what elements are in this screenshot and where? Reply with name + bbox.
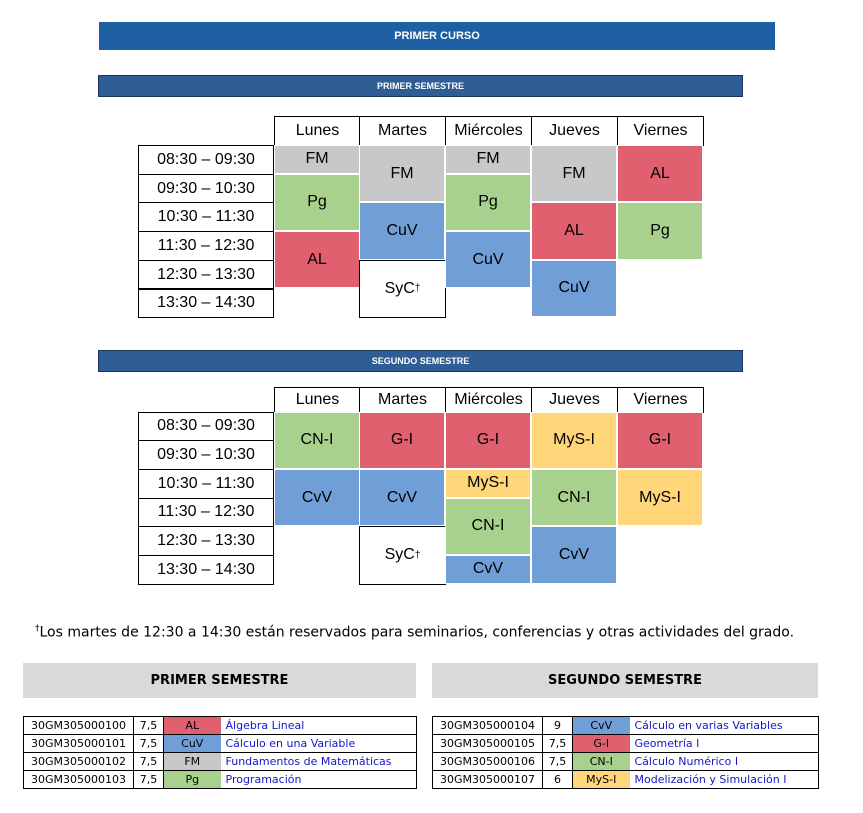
class-block-cvv <box>274 469 360 526</box>
time-slot: 10:30 – 11:30 <box>138 202 274 232</box>
class-block-label: SyC <box>384 546 415 564</box>
time-slot: 08:30 – 09:30 <box>138 412 274 442</box>
time-slot: 10:30 – 11:30 <box>138 469 274 499</box>
legend-credits: 7,5 <box>543 753 573 771</box>
day-header-4: Viernes <box>617 387 704 413</box>
class-block-cuv <box>445 231 531 288</box>
legend-credits: 7,5 <box>134 771 164 789</box>
class-block-label: AL <box>307 250 327 268</box>
legend-first-semester-title: PRIMER SEMESTRE <box>150 673 289 688</box>
time-slot: 08:30 – 09:30 <box>138 145 274 175</box>
class-block-label: SyC <box>384 279 415 297</box>
course-title: PRIMER CURSO <box>394 30 480 42</box>
class-block-cuv <box>531 260 617 317</box>
class-block-pg <box>617 202 703 259</box>
class-block-label: FM <box>305 150 329 168</box>
legend-code: 30GM305000101 <box>24 735 134 753</box>
class-block-label: CN-I <box>300 431 334 449</box>
class-block-mys-i <box>531 412 617 469</box>
legend-abbr: CvV <box>573 717 630 735</box>
class-block-fm <box>274 145 360 174</box>
class-block-label: CvV <box>301 488 333 506</box>
legend-code: 30GM305000107 <box>433 771 543 789</box>
legend-code: 30GM305000103 <box>24 771 134 789</box>
legend-credits: 9 <box>543 717 573 735</box>
legend-credits: 7,5 <box>134 717 164 735</box>
class-block-label: CvV <box>386 488 418 506</box>
legend-abbr: MyS-I <box>573 771 630 789</box>
class-block-mys-i <box>617 469 703 526</box>
time-slot: 09:30 – 10:30 <box>138 174 274 204</box>
class-block-cn-i <box>445 498 531 555</box>
class-block-label: CN-I <box>557 488 591 506</box>
day-header-0: Lunes <box>274 116 361 146</box>
class-block-syc <box>359 526 446 584</box>
class-block-label: AL <box>650 164 670 182</box>
class-block-label: FM <box>562 164 586 182</box>
legend-abbr: CN-I <box>573 753 630 771</box>
class-block-label: CvV <box>558 545 590 563</box>
time-slot: 12:30 – 13:30 <box>138 260 274 290</box>
legend-row <box>24 735 417 753</box>
legend-abbr: CuV <box>164 735 221 753</box>
class-block-g-i <box>617 412 703 469</box>
legend-first-semester <box>23 716 417 789</box>
class-block-label: CN-I <box>471 517 505 535</box>
legend-name: Programación <box>221 771 417 789</box>
class-block-fm <box>531 145 617 202</box>
legend-abbr: G-I <box>573 735 630 753</box>
legend-credits: 6 <box>543 771 573 789</box>
class-block-mys-i <box>445 469 531 498</box>
legend-abbr: AL <box>164 717 221 735</box>
class-block-label: FM <box>476 150 500 168</box>
class-block-g-i <box>359 412 445 469</box>
day-header-3: Jueves <box>531 387 618 413</box>
class-block-label: MyS-I <box>553 431 595 449</box>
time-slot: 11:30 – 12:30 <box>138 498 274 528</box>
time-slot: 09:30 – 10:30 <box>138 440 274 470</box>
class-block-pg <box>445 174 531 231</box>
legend-code: 30GM305000105 <box>433 735 543 753</box>
legend-name: Fundamentos de Matemáticas <box>221 753 417 771</box>
class-block-cn-i <box>531 469 617 526</box>
class-block-fm <box>445 145 531 174</box>
legend-name: Modelización y Simulación I <box>630 771 819 789</box>
legend-name: Geometría I <box>630 735 819 753</box>
legend-credits: 7,5 <box>543 735 573 753</box>
day-header-4: Viernes <box>617 116 704 146</box>
legend-credits: 7,5 <box>134 753 164 771</box>
day-header-2: Miércoles <box>445 387 532 413</box>
class-block-fm <box>359 145 445 202</box>
class-block-pg <box>274 174 360 231</box>
day-header-1: Martes <box>359 116 446 146</box>
class-block-label: MyS-I <box>467 474 509 492</box>
legend-code: 30GM305000100 <box>24 717 134 735</box>
class-block-label: Pg <box>650 222 670 240</box>
class-block-label: CvV <box>472 560 504 578</box>
class-block-label: CuV <box>386 222 418 240</box>
footnote <box>35 624 794 641</box>
footnote-mark: † <box>414 549 421 561</box>
class-block-cn-i <box>274 412 360 469</box>
class-block-label: FM <box>390 164 414 182</box>
class-block-cvv <box>359 469 445 526</box>
class-block-label: AL <box>564 222 584 240</box>
legend-row <box>24 753 417 771</box>
footnote-text: Los martes de 12:30 a 14:30 están reservados para seminarios, conferencias y otras actividades del grado. <box>39 624 795 641</box>
class-block-g-i <box>445 412 531 469</box>
legend-name: Cálculo en una Variable <box>221 735 417 753</box>
legend-row <box>433 753 819 771</box>
legend-second-semester-title: SEGUNDO SEMESTRE <box>548 673 702 688</box>
time-slot: 12:30 – 13:30 <box>138 526 274 556</box>
day-header-3: Jueves <box>531 116 618 146</box>
legend-credits: 7,5 <box>134 735 164 753</box>
legend-row <box>433 717 819 735</box>
class-block-label: Pg <box>478 193 498 211</box>
legend-name: Álgebra Lineal <box>221 717 417 735</box>
legend-code: 30GM305000106 <box>433 753 543 771</box>
time-slot: 11:30 – 12:30 <box>138 231 274 261</box>
legend-row <box>433 735 819 753</box>
legend-code: 30GM305000104 <box>433 717 543 735</box>
day-header-1: Martes <box>359 387 446 413</box>
legend-abbr: FM <box>164 753 221 771</box>
class-block-label: G-I <box>390 431 414 449</box>
time-slot: 13:30 – 14:30 <box>138 289 274 319</box>
day-header-0: Lunes <box>274 387 361 413</box>
legend-second-semester <box>432 716 819 789</box>
second-semester-banner <box>98 350 743 372</box>
first-semester-title: PRIMER SEMESTRE <box>376 81 464 91</box>
legend-code: 30GM305000102 <box>24 753 134 771</box>
legend-row <box>24 717 417 735</box>
class-block-cvv <box>531 526 617 583</box>
legend-second-semester-header <box>432 663 818 698</box>
class-block-cuv <box>359 202 445 259</box>
class-block-cvv <box>445 555 531 584</box>
legend-first-semester-header <box>23 663 416 698</box>
class-block-al <box>531 202 617 259</box>
footnote-mark: † <box>35 624 40 634</box>
legend-abbr: Pg <box>164 771 221 789</box>
legend-row <box>24 771 417 789</box>
legend-name: Cálculo Numérico I <box>630 753 819 771</box>
course-title-banner <box>99 22 775 50</box>
class-block-label: Pg <box>307 193 327 211</box>
class-block-al <box>274 231 360 288</box>
second-semester-title: SEGUNDO SEMESTRE <box>371 356 470 366</box>
time-slot: 13:30 – 14:30 <box>138 555 274 585</box>
class-block-label: CuV <box>558 279 590 297</box>
footnote-mark: † <box>414 283 421 295</box>
class-block-label: G-I <box>648 431 672 449</box>
class-block-label: CuV <box>472 250 504 268</box>
class-block-al <box>617 145 703 202</box>
class-block-label: MyS-I <box>639 488 681 506</box>
first-semester-banner <box>98 75 743 97</box>
legend-name: Cálculo en varias Variables <box>630 717 819 735</box>
class-block-label: G-I <box>476 431 500 449</box>
class-block-syc <box>359 260 446 318</box>
legend-row <box>433 771 819 789</box>
day-header-2: Miércoles <box>445 116 532 146</box>
